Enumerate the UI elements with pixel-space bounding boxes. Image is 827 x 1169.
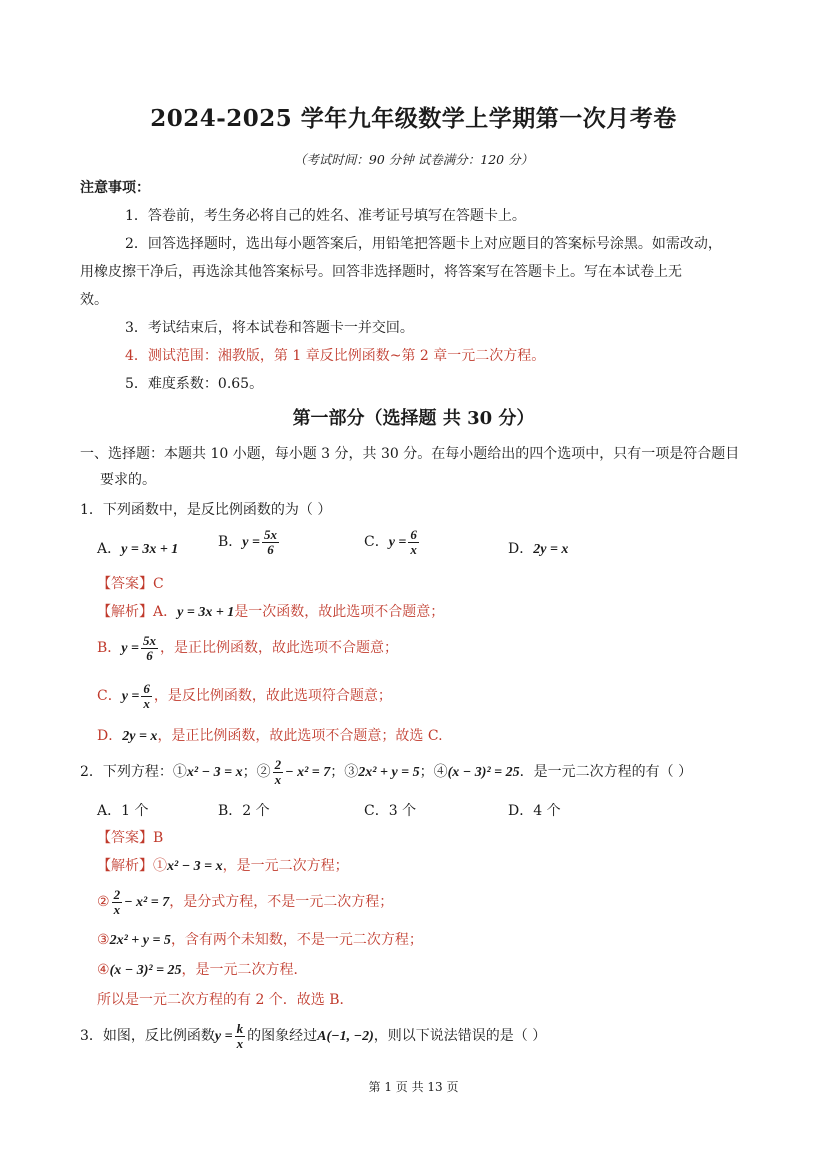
q2-solution-1: 【解析】①x² − 3 = x，是一元二次方程； [97, 858, 349, 874]
q2-option-b: B．2 个 [218, 803, 270, 819]
notice-item-2-cont: 用橡皮擦干净后，再选涂其他答案标号。回答非选择题时，将答案写在答题卡上。写在本试卷上无 [80, 264, 682, 280]
q2-option-a: A．1 个 [97, 803, 149, 819]
section-title: 第一部分（选择题 共 30 分） [292, 408, 535, 429]
q1-solution-d: D．2y = x，是正比例函数，故此选项不合题意；故选 C. [97, 728, 443, 744]
q2-solution-2-fraction: $\frac{2}{x}$ [113, 887, 121, 917]
q2-conclusion: 所以是一元二次方程的有 2 个．故选 B． [97, 992, 354, 1008]
q3-fraction: $\frac{k}{x}$ [236, 1021, 244, 1051]
section-intro: 一、选择题：本题共 10 小题，每小题 3 分，共 30 分。在每小题给出的四个选项中，只有一项是符合题目 [80, 446, 740, 462]
page-footer: 第 1 页 共 13 页 [368, 1080, 459, 1094]
q1-stem: 1．下列函数中，是反比例函数的为（ ） [80, 502, 332, 518]
q2-solution-4: ④(x − 3)² = 25，是一元二次方程． [97, 962, 308, 978]
section-intro-cont: 要求的。 [100, 472, 156, 488]
q2-stem: 2．下列方程：①x² − 3 = x；② $\frac{2}{x}$ − x² = 7；③2x² + y = 5；④(x − 3)² = 25．是一元二次方程的有（ ） [80, 757, 693, 787]
notice-item-4-end: 。 [531, 348, 546, 364]
q1-option-d: D．2y = x [508, 541, 569, 557]
notice-item-1: 1．答卷前，考生务必将自己的姓名、准考证号填写在答题卡上。 [125, 208, 526, 224]
q1-answer: 【答案】C [97, 576, 164, 592]
q1-option-c: C．y = $\frac{6}{x}$ [364, 527, 417, 557]
q1-solution-b-fraction: $\frac{5x}{6}$ [143, 633, 156, 663]
test-scope: 湘教版，第 1 章反比例函数~第 2 章一元二次方程 [217, 348, 532, 364]
exam-info: （考试时间：90 分钟 试卷满分：120 分） [293, 152, 534, 167]
q2-solution-3: ③2x² + y = 5，含有两个未知数，不是一元二次方程； [97, 932, 423, 948]
q1-option-c-fraction: $\frac{6}{x}$ [410, 527, 417, 557]
q1-option-b: B．y = $\frac{5x}{6}$ [218, 527, 277, 557]
q1-solution-c-fraction: $\frac{6}{x}$ [143, 681, 150, 711]
q1-solution-a: 【解析】A．y = 3x + 1是一次函数，故此选项不合题意； [97, 604, 445, 620]
q1-solution-c: C．y = $\frac{6}{x}$ ，是反比例函数，故此选项符合题意； [97, 681, 392, 711]
q3-stem: 3．如图，反比例函数y = $\frac{k}{x}$ 的图象经过A(−1, −2)，则以下说法错误的是（ ） [80, 1021, 547, 1051]
page-title: 2024-2025 学年九年级数学上学期第一次月考卷 [150, 105, 677, 132]
q1-option-d-math: 2y = x [533, 542, 569, 557]
notice-item-4-prefix: 4．测试范围： [125, 348, 218, 364]
notice-item-4 [125, 348, 545, 365]
q2-solution-2: ② $\frac{2}{x}$ − x² = 7，是分式方程，不是一元二次方程； [97, 887, 394, 917]
q1-solution-b: B．y = $\frac{5x}{6}$ ，是正比例函数，故此选项不合题意； [97, 633, 398, 663]
q1-option-a-math: y = 3x + 1 [121, 542, 179, 557]
q3-point: A(−1, −2) [317, 1029, 374, 1045]
notice-item-2-end: 效。 [80, 292, 108, 308]
notice-item-2: 2．回答选择题时，选出每小题答案后，用铅笔把答题卡上对应题目的答案标号涂黑。如需改动， [125, 236, 722, 252]
q2-answer: 【答案】B [97, 830, 164, 846]
q2-eq2-fraction: $\frac{2}{x}$ [274, 757, 282, 787]
q1-option-a: A．y = 3x + 1 [97, 541, 179, 557]
q2-option-d: D．4 个 [508, 803, 561, 819]
q2-option-c: C．3 个 [364, 803, 417, 819]
notice-item-5: 5．难度系数：0.65。 [125, 376, 264, 392]
notice-item-3: 3．考试结束后，将本试卷和答题卡一并交回。 [125, 320, 414, 336]
q1-option-b-fraction: $\frac{5x}{6}$ [264, 527, 277, 557]
notice-heading: 注意事项： [80, 180, 150, 196]
